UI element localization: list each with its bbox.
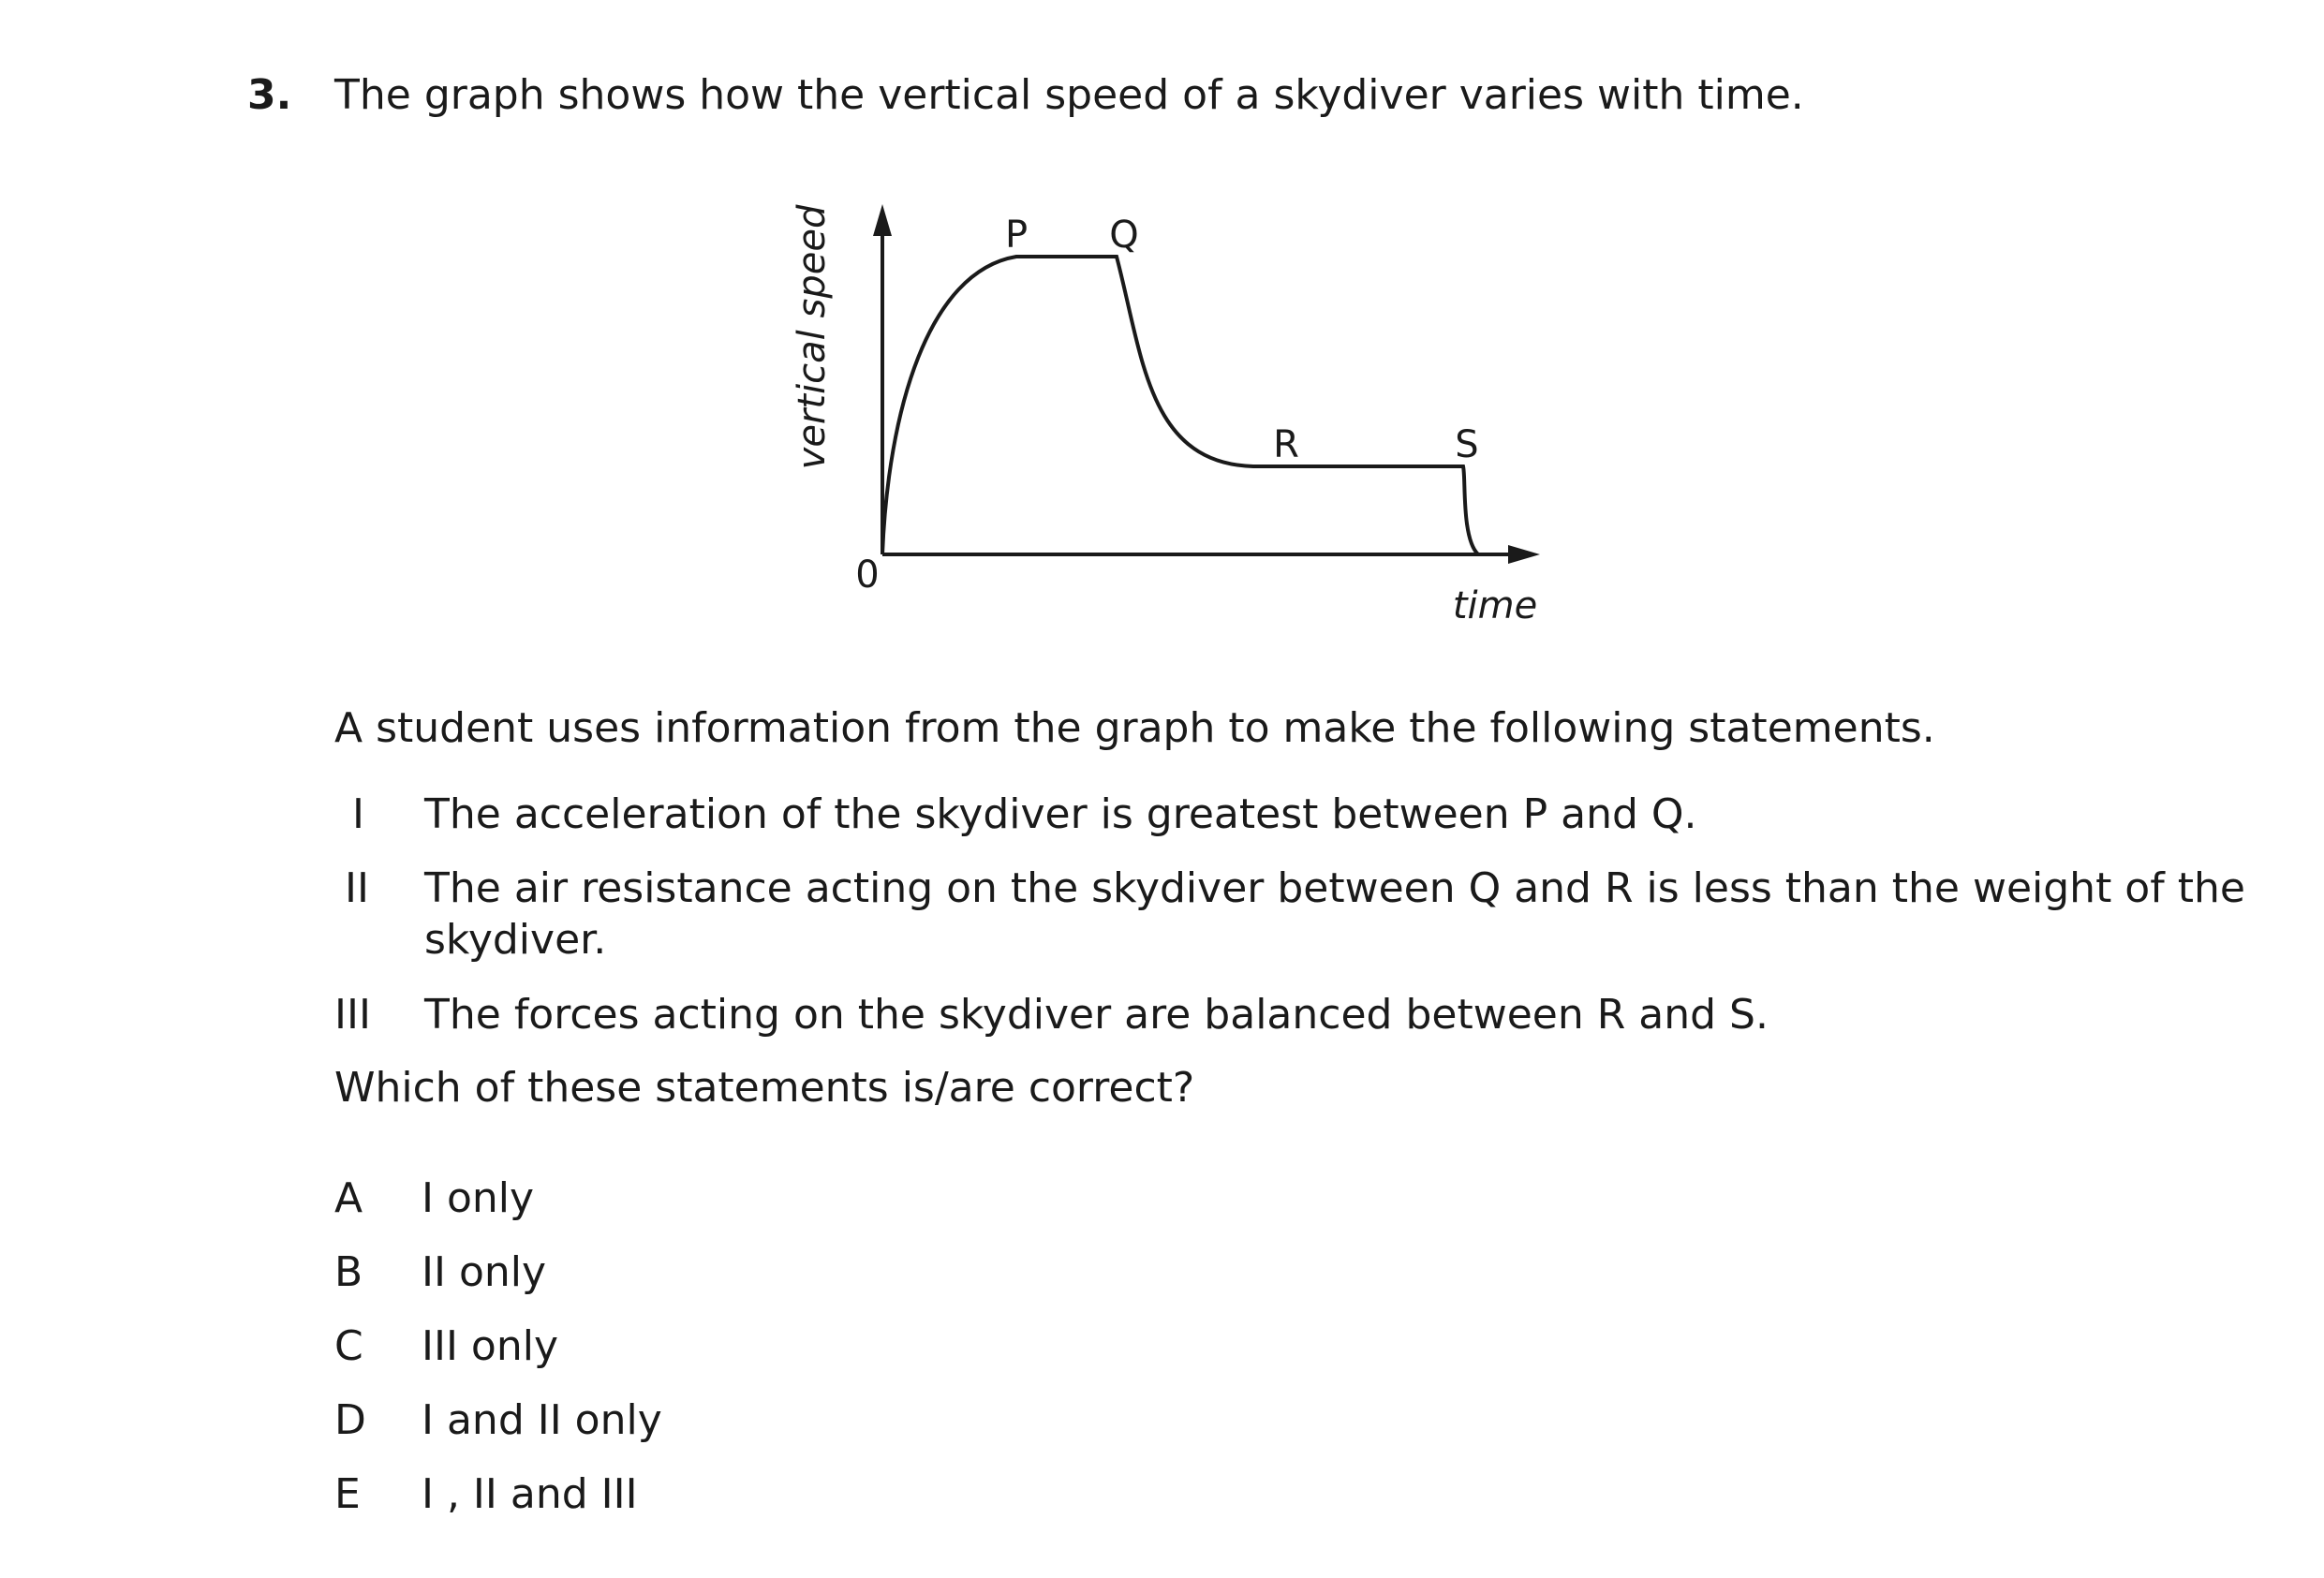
point-label-s: S	[1455, 423, 1479, 466]
option-letter: C	[334, 1322, 363, 1370]
intro-text: A student uses information from the graph to make the following statements.	[334, 704, 1935, 752]
option-letter: E	[334, 1470, 361, 1518]
option-text: I only	[422, 1174, 535, 1222]
y-axis-arrowhead	[873, 204, 892, 236]
option-text: III only	[422, 1322, 558, 1370]
option-letter: D	[334, 1396, 366, 1444]
option-letter: A	[334, 1174, 363, 1222]
statement-text: The forces acting on the skydiver are balanced between R and S.	[424, 991, 1769, 1039]
x-axis-label: time	[1452, 584, 1538, 627]
statement-numeral: III	[334, 991, 371, 1039]
question-text: The graph shows how the vertical speed of a skydiver varies with time.	[334, 71, 1804, 119]
speed-time-graph	[0, 0, 2324, 674]
point-label-p: P	[1004, 214, 1029, 257]
y-axis-label: vertical speed	[791, 204, 834, 470]
statement-numeral: I	[352, 790, 364, 838]
point-label-q: Q	[1109, 214, 1139, 257]
origin-label: 0	[855, 553, 880, 597]
statement-numeral: II	[345, 864, 369, 912]
speed-curve	[882, 257, 1478, 554]
statement-text: The air resistance acting on the skydiver between Q and R is less than the weight of the	[424, 864, 2245, 912]
question-prompt: Which of these statements is/are correct?	[334, 1064, 1195, 1112]
question-number: 3.	[247, 71, 292, 119]
x-axis-arrowhead	[1508, 545, 1540, 564]
option-text: II only	[422, 1248, 547, 1296]
point-label-r: R	[1273, 423, 1299, 466]
statement-text-continued: skydiver.	[424, 916, 607, 964]
option-text: I and II only	[422, 1396, 662, 1444]
statement-text: The acceleration of the skydiver is greatest between P and Q.	[424, 790, 1697, 838]
option-letter: B	[334, 1248, 363, 1296]
option-text: I , II and III	[422, 1470, 638, 1518]
